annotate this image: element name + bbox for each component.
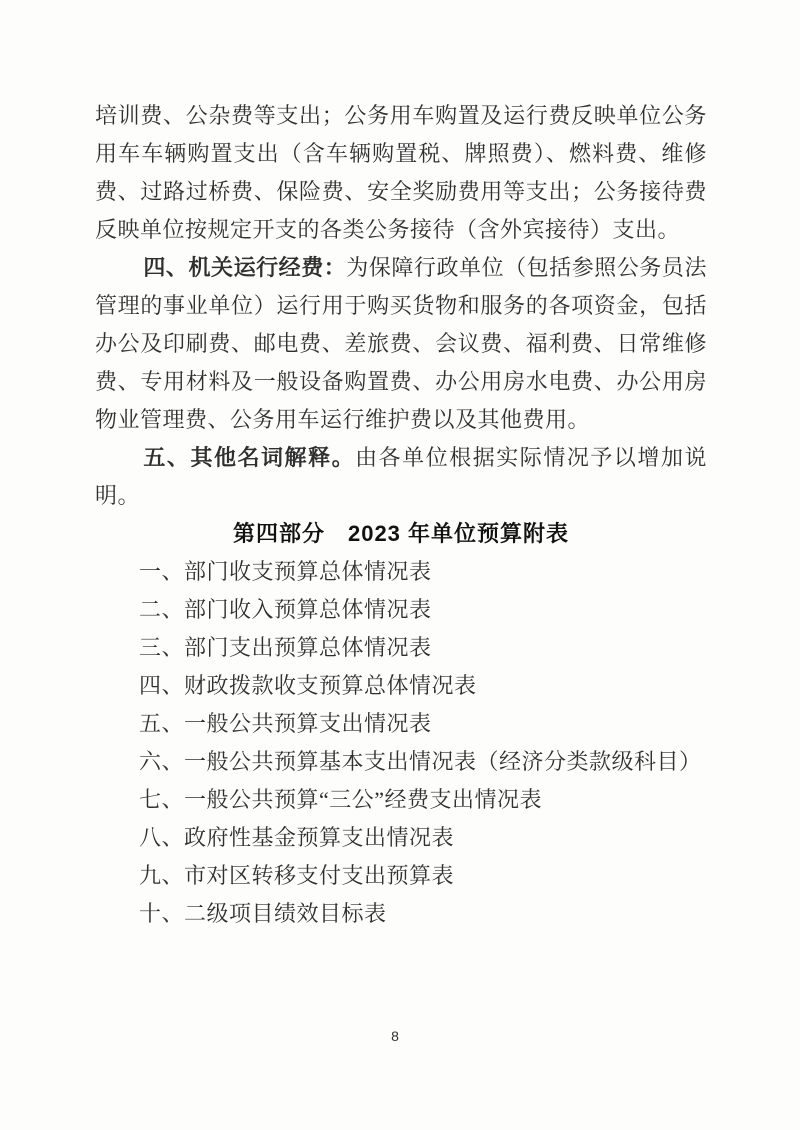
appendix-item-1: 一、部门收支预算总体情况表 xyxy=(139,559,432,584)
page-content xyxy=(95,97,707,933)
appendix-item-7: 七、一般公共预算“三公”经费支出情况表 xyxy=(139,787,543,812)
section-heading-part4: 第四部分 2023 年单位预算附表 xyxy=(232,521,570,546)
page-number: 8 xyxy=(391,1028,399,1044)
term-agency-operating-funds-definition: 为保障行政单位（包括参照公务员法管理的事业单位）运行用于购买货物和服务的各项资金，包括办公及印刷费、邮电费、差旅费、会议费、福利费、日常维修费、专用材料及一般设备购置费、办公用房水电费、办公用房物业管理费、公务用车运行维护费以及其他费用。 xyxy=(95,255,707,432)
term-agency-operating-funds-lead: 四、机关运行经费： xyxy=(143,255,347,280)
appendix-item-5: 五、一般公共预算支出情况表 xyxy=(139,711,432,736)
paragraph-vehicle-and-reception-expenses: 培训费、公杂费等支出；公务用车购置及运行费反映单位公务用车车辆购置支出（含车辆购置税、牌照费）、燃料费、维修费、过路过桥费、保险费、安全奖励费用等支出；公务接待费反映单位按规定开支的各类公务接待（含外宾接待）支出。 xyxy=(95,103,707,242)
appendix-item-3: 三、部门支出预算总体情况表 xyxy=(139,635,432,660)
term-other-terms-lead: 五、其他名词解释。 xyxy=(143,445,356,470)
appendix-item-8: 八、政府性基金预算支出情况表 xyxy=(139,825,455,850)
appendix-item-2: 二、部门收入预算总体情况表 xyxy=(139,597,432,622)
term-other-terms-definition: 由各单位根据实际情况予以增加说明。 xyxy=(95,445,707,508)
paragraph-agency-operating-funds xyxy=(95,249,707,439)
appendix-item-9: 九、市对区转移支付支出预算表 xyxy=(139,863,455,888)
appendix-item-10: 十、二级项目绩效目标表 xyxy=(139,901,387,926)
paragraph-other-terms xyxy=(95,439,707,515)
appendix-item-4: 四、财政拨款收支预算总体情况表 xyxy=(139,673,477,698)
appendix-item-6: 六、一般公共预算基本支出情况表（经济分类款级科目） xyxy=(139,749,702,774)
